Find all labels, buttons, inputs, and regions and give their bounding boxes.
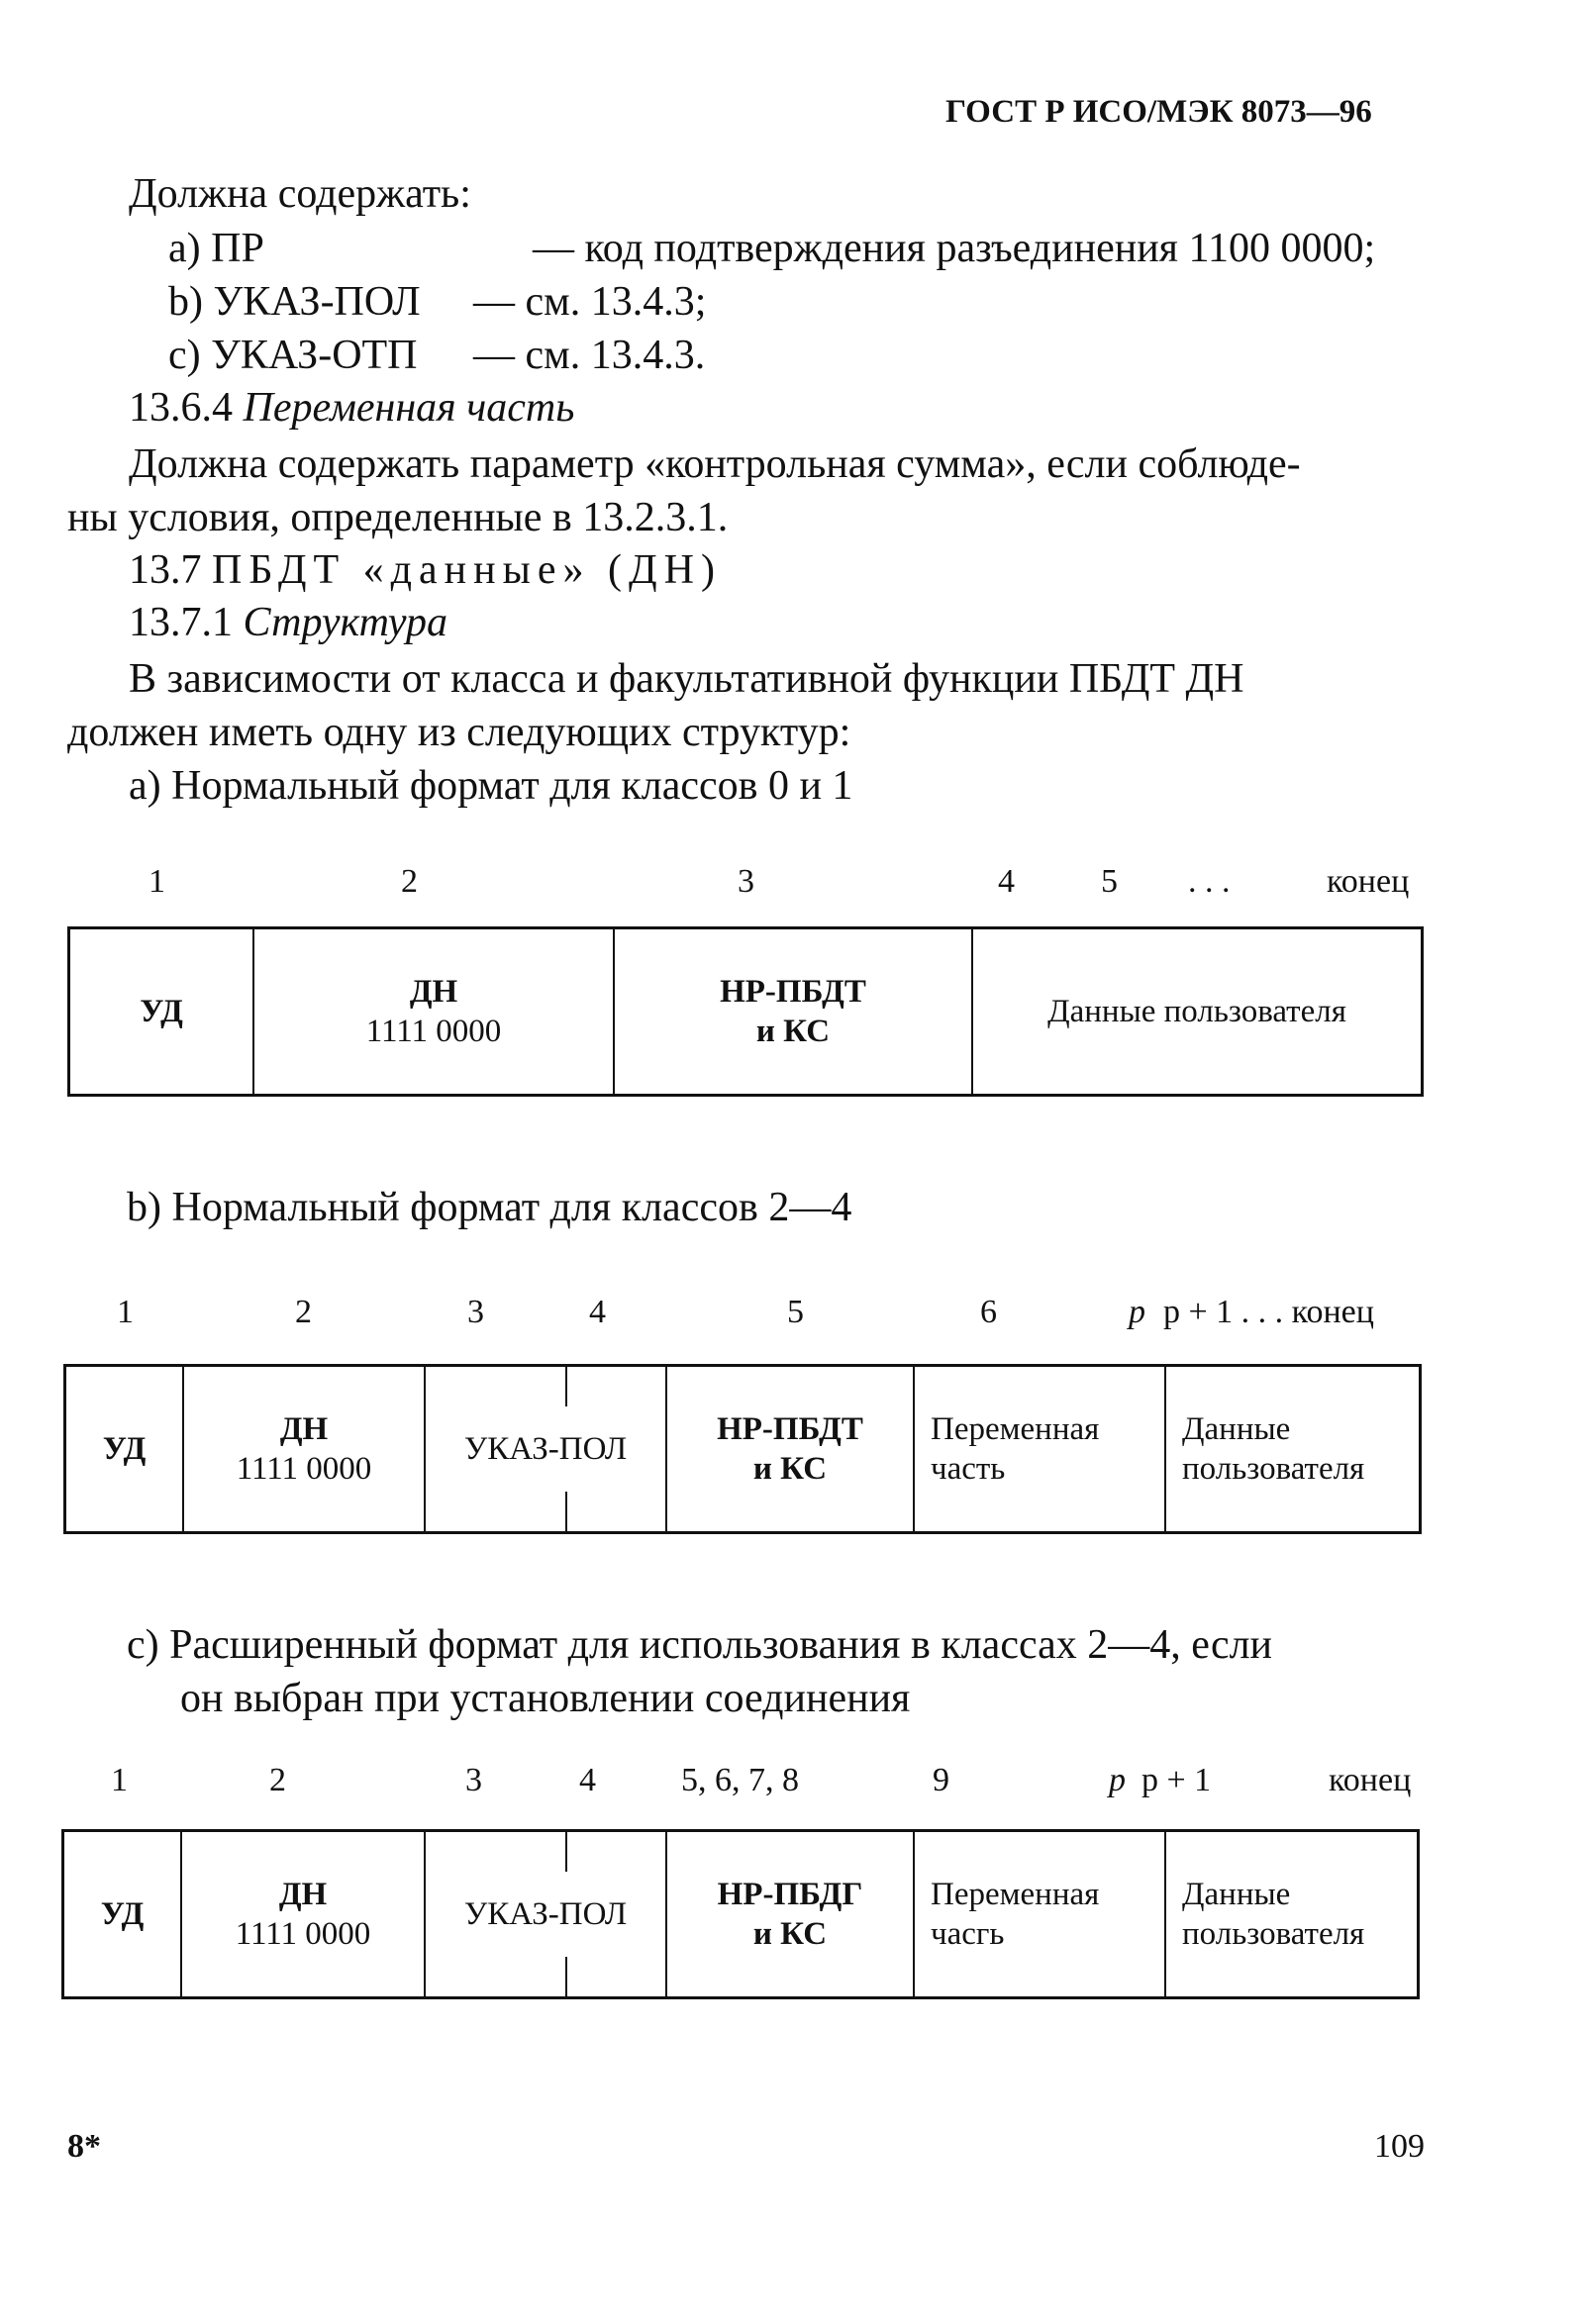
octet-number: 4 <box>998 863 1015 900</box>
cell-dn-code: ДН <box>278 1877 328 1912</box>
cell-variable-part <box>914 1366 1165 1533</box>
document-id: ГОСТ Р ИСО/МЭК 8073—96 <box>945 94 1372 130</box>
section-number: 13.6.4 <box>129 385 233 431</box>
octet-number: 9 <box>933 1762 949 1798</box>
cell-nr-pbdt <box>666 1366 914 1533</box>
octet-divider-tick <box>565 1957 567 1996</box>
octet-number: 3 <box>465 1762 482 1798</box>
octet-divider-tick <box>565 1367 567 1406</box>
cell-ukaz-pol <box>425 1366 666 1533</box>
section-number: 13.7 <box>129 547 202 593</box>
octet-ellipsis: . . . <box>1188 863 1231 900</box>
octet-number: 6 <box>980 1294 997 1330</box>
list-item-label: b) УКАЗ-ПОЛ <box>168 279 421 325</box>
octet-end-label: конец <box>1327 863 1410 900</box>
octet-divider-tick <box>565 1832 567 1872</box>
section-13-6-4 <box>129 382 574 434</box>
octet-number: 1 <box>149 863 165 900</box>
cell-dn-code: ДН <box>279 1411 329 1447</box>
octet-number: 4 <box>589 1294 606 1330</box>
cell-nr-pbdt-line2: и КС <box>752 1451 828 1487</box>
cell-user-data-line2: пользователя <box>1182 1916 1365 1952</box>
format-c-caption-line1: c) Расширенный формат для использования в классах 2—4, если <box>127 1622 1273 1668</box>
cell-nr-pbdt-line2: и КС <box>755 1014 831 1049</box>
octet-number: 2 <box>295 1294 312 1330</box>
cell-nr-pbdt-line1: НР-ПБДГ <box>717 1877 863 1912</box>
octet-number: 3 <box>738 863 754 900</box>
section-13-7 <box>129 544 722 596</box>
cell-ud: УД <box>65 1366 184 1533</box>
octet-numbers-range: 5, 6, 7, 8 <box>681 1762 799 1798</box>
list-item-desc: — см. 13.4.3; <box>473 279 707 325</box>
format-b-table <box>63 1364 1422 1534</box>
cell-user-data: Данные пользователя <box>972 928 1423 1096</box>
format-b-caption: b) Нормальный формат для классов 2—4 <box>127 1185 852 1230</box>
list-item-label: c) УКАЗ-ОТП <box>168 333 418 378</box>
format-c-caption-line2: он выбран при установлении соединения <box>180 1676 911 1721</box>
cell-nr-pbdt <box>666 1831 914 1998</box>
cell-ud: УД <box>63 1831 182 1998</box>
paragraph-line: ны условия, определенные в 13.2.3.1. <box>67 495 729 540</box>
octet-number: p <box>1129 1294 1145 1330</box>
cell-ukaz-pol-label: УКАЗ-ПОЛ <box>463 1896 628 1932</box>
cell-variable-part-line1: Переменная <box>931 1411 1100 1447</box>
cell-dn <box>253 928 614 1096</box>
octet-number: 5 <box>787 1294 804 1330</box>
octet-number: p + 1 <box>1141 1762 1212 1798</box>
footer-signature-mark: 8* <box>67 2128 101 2165</box>
cell-ukaz-pol-label: УКАЗ-ПОЛ <box>463 1431 628 1467</box>
format-c-table <box>61 1829 1420 1999</box>
section-13-7-1 <box>129 597 447 648</box>
cell-user-data <box>1165 1831 1419 1998</box>
octet-number: 1 <box>111 1762 128 1798</box>
octet-number: p <box>1109 1762 1126 1798</box>
octet-number: 2 <box>401 863 418 900</box>
cell-user-data-line2: пользователя <box>1182 1451 1365 1487</box>
cell-user-data <box>1165 1366 1421 1533</box>
cell-nr-pbdt-line1: НР-ПБДТ <box>717 1411 863 1447</box>
cell-user-data-line1: Данные <box>1182 1877 1291 1912</box>
section-title: Переменная часть <box>243 385 575 431</box>
octet-end-label: конец <box>1329 1762 1412 1798</box>
cell-dn-bits: 1111 0000 <box>365 1014 502 1049</box>
octet-number: 1 <box>117 1294 134 1330</box>
cell-ukaz-pol <box>425 1831 666 1998</box>
section-title: ПБДТ «данные» (ДН) <box>212 547 722 593</box>
format-a-caption: a) Нормальный формат для классов 0 и 1 <box>129 763 853 809</box>
cell-nr-pbdt <box>614 928 972 1096</box>
paragraph-line: должен иметь одну из следующих структур: <box>67 710 851 755</box>
cell-variable-part-line2: часть <box>931 1451 1006 1487</box>
cell-dn-bits: 1111 0000 <box>236 1451 372 1487</box>
section-number: 13.7.1 <box>129 600 233 645</box>
cell-variable-part <box>914 1831 1165 1998</box>
section-title: Структура <box>243 600 447 645</box>
list-item-label: a) ПР <box>168 226 264 271</box>
cell-dn-bits: 1111 0000 <box>235 1916 371 1952</box>
octet-number: 4 <box>579 1762 596 1798</box>
octet-divider-tick <box>565 1492 567 1531</box>
cell-dn <box>183 1366 425 1533</box>
octet-number: 3 <box>467 1294 484 1330</box>
format-a-table <box>67 926 1424 1097</box>
cell-variable-part-line2: часгь <box>931 1916 1005 1952</box>
cell-dn-code: ДН <box>409 974 458 1010</box>
page-number: 109 <box>1374 2128 1425 2165</box>
intro-text: Должна содержать: <box>129 171 471 217</box>
paragraph-line: Должна содержать параметр «контрольная сумма», если соблюде- <box>129 441 1301 487</box>
list-item-desc: — см. 13.4.3. <box>473 333 706 378</box>
cell-user-data-line1: Данные <box>1182 1411 1291 1447</box>
paragraph-line: В зависимости от класса и факультативной функции ПБДТ ДН <box>129 656 1244 702</box>
list-item-desc: — код подтверждения разъединения 1100 0000; <box>533 226 1376 271</box>
octet-end-label: p + 1 . . . конец <box>1163 1294 1374 1330</box>
cell-nr-pbdt-line2: и КС <box>752 1916 828 1952</box>
cell-dn <box>181 1831 425 1998</box>
octet-number: 2 <box>269 1762 286 1798</box>
octet-number: 5 <box>1101 863 1118 900</box>
cell-nr-pbdt-line1: НР-ПБДТ <box>720 974 866 1010</box>
cell-ud: УД <box>69 928 254 1096</box>
cell-variable-part-line1: Переменная <box>931 1877 1100 1912</box>
